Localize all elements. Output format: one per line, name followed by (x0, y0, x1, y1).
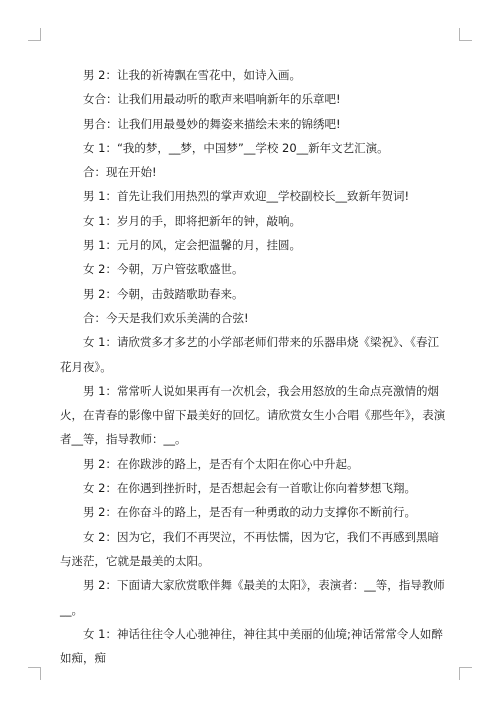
paragraph: 合：现在开始! (83, 165, 157, 180)
paragraph: 男 1：元月的风，定会把温馨的月，挂圆。 (83, 238, 301, 253)
paragraph: 男 1：常常听人说如果再有一次机会，我会用怒放的生命点亮激情的烟火，在青春的影像中留下最美好的回忆。请欣赏女生小合唱《那些年》，表演者__等，指导教师：__。 (60, 383, 446, 447)
document-body (60, 63, 446, 670)
page-corner-mark-bottom-left (28, 667, 41, 680)
paragraph: 女合：让我们用最动听的歌声来唱响新年的乐章吧! (83, 92, 341, 107)
page-corner-mark-top-right (459, 28, 472, 41)
paragraph: 男 2：在你奋斗的路上，是否有一种勇敢的动力支撑你不断前行。 (83, 505, 416, 520)
paragraph: 男 2：让我的祈祷飘在雪花中，如诗入画。 (83, 68, 301, 82)
paragraph: 女 2：今朝，万户管弦歌盛世。 (83, 262, 244, 277)
paragraph: 男 2：今朝，击鼓踏歌助春来。 (83, 286, 244, 301)
paragraph: 女 1：请欣赏多才多艺的小学部老师们带来的乐器串烧《梁祝》、《春江花月夜》。 (60, 335, 439, 374)
paragraph: 女 1：神话往往令人心驰神往，神往其中美丽的仙境;神话常常令人如醉如痴，痴 (60, 626, 443, 666)
paragraph: 男 2：在你跋涉的路上，是否有个太阳在你心中升起。 (83, 456, 359, 471)
paragraph: 女 2：在你遇到挫折时，是否想起会有一首歌让你向着梦想飞翔。 (83, 481, 416, 496)
page-corner-mark-top-left (28, 28, 41, 41)
paragraph: 合：今天是我们欢乐美满的合弦! (83, 310, 249, 325)
paragraph: 男 2：下面请大家欣赏歌伴舞《最美的太阳》，表演者：__等，指导教师__。 (60, 578, 445, 617)
paragraph: 女 2：因为它，我们不再哭泣，不再怯懦，因为它，我们不再感到黑暗与迷茫，它就是最美的太阳。 (60, 529, 439, 568)
paragraph: 女 1：岁月的手，即将把新年的钟，敲响。 (83, 213, 301, 228)
paragraph: 女 1：“我的梦，__梦，中国梦”__学校 20__新年文艺汇演。 (83, 140, 389, 155)
page-corner-mark-bottom-right (459, 667, 472, 680)
paragraph: 男 1：首先让我们用热烈的掌声欢迎__学校副校长__致新年贺词! (83, 189, 410, 204)
paragraph: 男合：让我们用最曼妙的舞姿来描绘未来的锦绣吧! (83, 116, 341, 131)
